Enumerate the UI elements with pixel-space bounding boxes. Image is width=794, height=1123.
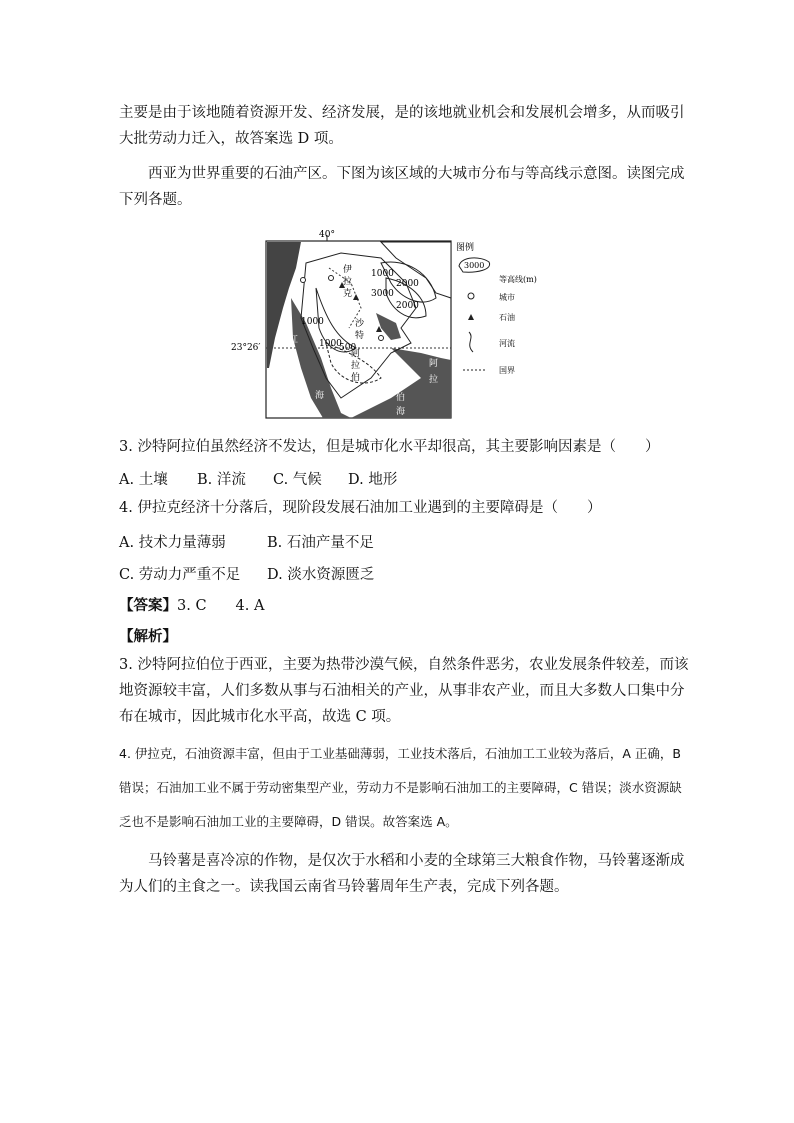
answer-line [119,594,264,615]
q4-option-c: C. 劳动力严重不足 [119,567,241,583]
sea-label: 海 [396,407,406,417]
q4-option-a: A. 技术力量薄弱 [119,535,226,551]
sea-label: 拉 [429,375,439,385]
country-label: 伊 [343,265,353,275]
country-label: 伯 [351,373,361,383]
country-label: 拉 [351,361,361,371]
country-label: 拉 [343,277,353,287]
country-label: 阿 [351,349,361,359]
sea-label: 伯 [396,393,406,403]
country-label: 特 [355,331,365,341]
country-label: 克 [343,289,353,299]
west-asia-map [231,228,561,423]
contour-label: 2000 [396,301,419,311]
legend-item: 石油 [499,313,515,322]
analysis-4: 4. 伊拉克，石油资源丰富，但由于工业基础薄弱，工业技术落后，石油加工工业较为落后，A 正确，B 错误；石油加工业不属于劳动密集型产业，劳动力不是影响石油加工的主要障碍，C 错误；淡水资源缺乏也不是影响石油加工业的主要障碍，D 错误。故答案选 A。 [119,746,682,829]
question-3-stem: 3. 沙特阿拉伯虽然经济不发达，但是城市化水平却很高，其主要影响因素是（ ） [119,439,660,455]
q4-option-d: D. 淡水资源匮乏 [267,567,375,583]
sea-label: 阿 [429,359,439,369]
q3-option-a: A. 土壤 [119,472,168,488]
q3-option-d: D. 地形 [348,472,398,488]
intro-continuation: 主要是由于该地随着资源开发、经济发展，是的该地就业机会和发展机会增多，从而吸引大批劳动力迁入，故答案选 D 项。 [119,105,685,147]
contour-label: 3000 [371,289,394,299]
answer-text: 3. C 4. A [177,598,265,614]
passage-potato: 马铃薯是喜冷凉的作物，是仅次于水稻和小麦的全球第三大粮食作物，马铃薯逐渐成为人们的主食之一。读我国云南省马铃薯周年生产表，完成下列各题。 [119,853,685,895]
contour-label: 2000 [396,279,419,289]
contour-label: 1000 [371,269,394,279]
legend-item: 城市 [499,293,515,302]
lon-label: 40° [319,230,335,240]
contour-label: 500 [339,343,357,353]
sea-label: 红 [289,335,299,345]
q3-option-c: C. 气候 [273,472,322,488]
analysis-3: 3. 沙特阿拉伯位于西亚，主要为热带沙漠气候，自然条件恶劣，农业发展条件较差，而该地资源较丰富，人们多数从事与石油相关的产业，从事非农产业，而且大多数人口集中分布在城市，因此城市化水平高，故选 C 项。 [119,657,689,725]
answer-label: 【答案】 [119,597,177,614]
legend-title: 图例 [456,243,475,253]
country-label: 沙 [355,319,365,329]
contour-label: 1000 [319,339,342,349]
legend-contour-value: 3000 [464,261,485,270]
analysis-label: 【解析】 [119,628,177,645]
contour-label: 1000 [301,317,324,327]
legend-item: 国界 [499,366,515,375]
sea-label: 海 [315,391,325,401]
question-4-stem: 4. 伊拉克经济十分落后，现阶段发展石油加工业遇到的主要障碍是（ ） [119,500,602,516]
q4-option-b: B. 石油产量不足 [267,535,374,551]
passage-west-asia: 西亚为世界重要的石油产区。下图为该区域的大城市分布与等高线示意图。读图完成下列各题。 [119,166,685,208]
legend-item: 等高线(m) [499,275,537,284]
lat-label: 23°26′ [231,343,261,353]
q3-option-b: B. 洋流 [197,472,246,488]
legend-item: 河流 [499,339,515,348]
map-legend [456,241,537,375]
